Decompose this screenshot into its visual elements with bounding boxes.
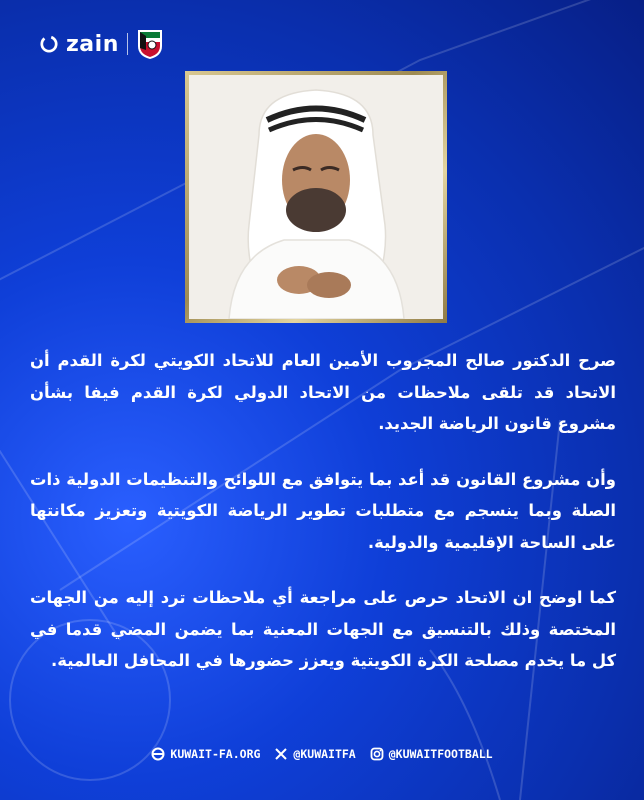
portrait-photo [189, 75, 443, 319]
zain-logo-icon [40, 35, 58, 53]
browser-icon [151, 747, 165, 761]
article-body [30, 345, 616, 677]
brand-divider [127, 33, 128, 55]
social-footer [0, 742, 644, 766]
instagram-icon [370, 747, 384, 761]
zain-wordmark: zain [66, 31, 119, 57]
kuwait-fa-crest-icon [136, 28, 164, 60]
x-handle-label: @KUWAITFA [293, 747, 356, 761]
portrait-frame [185, 71, 447, 323]
article-paragraph-2: وأن مشروع القانون قد أعد بما يتوافق مع اللوائح والتنظيمات الدولية ذات الصلة وبما ينسجم مع متطلبات تطوير الرياضة الكويتية وتعزيز مكانتها على الساحة الإقليمية والدولية. [30, 469, 616, 552]
article-paragraph-3: كما اوضح ان الاتحاد حرص على مراجعة أي ملاحظات ترد إليه من الجهات المختصة وذلك بالتنسيق مع الجهات المعنية بما يضمن المضي قدما في كل ما يخدم مصلحة الكرة الكويتية ويعزز حضورها في المحافل العالمية. [30, 588, 616, 670]
x-icon [274, 747, 288, 761]
instagram-handle-label: @KUWAITFOOTBALL [388, 747, 493, 761]
website-link[interactable] [151, 747, 260, 761]
article-paragraph-1: صرح الدكتور صالح المجروب الأمين العام للاتحاد الكويتي لكرة القدم أن الاتحاد قد تلقى ملاحظات من الاتحاد الدولي لكرة القدم فيفا بشأن مشروع قانون الرياضة الجديد. [30, 351, 616, 433]
x-link[interactable] [274, 747, 355, 761]
instagram-link[interactable] [370, 747, 493, 761]
website-label: KUWAIT-FA.ORG [170, 747, 261, 761]
brand-bar [40, 27, 164, 61]
